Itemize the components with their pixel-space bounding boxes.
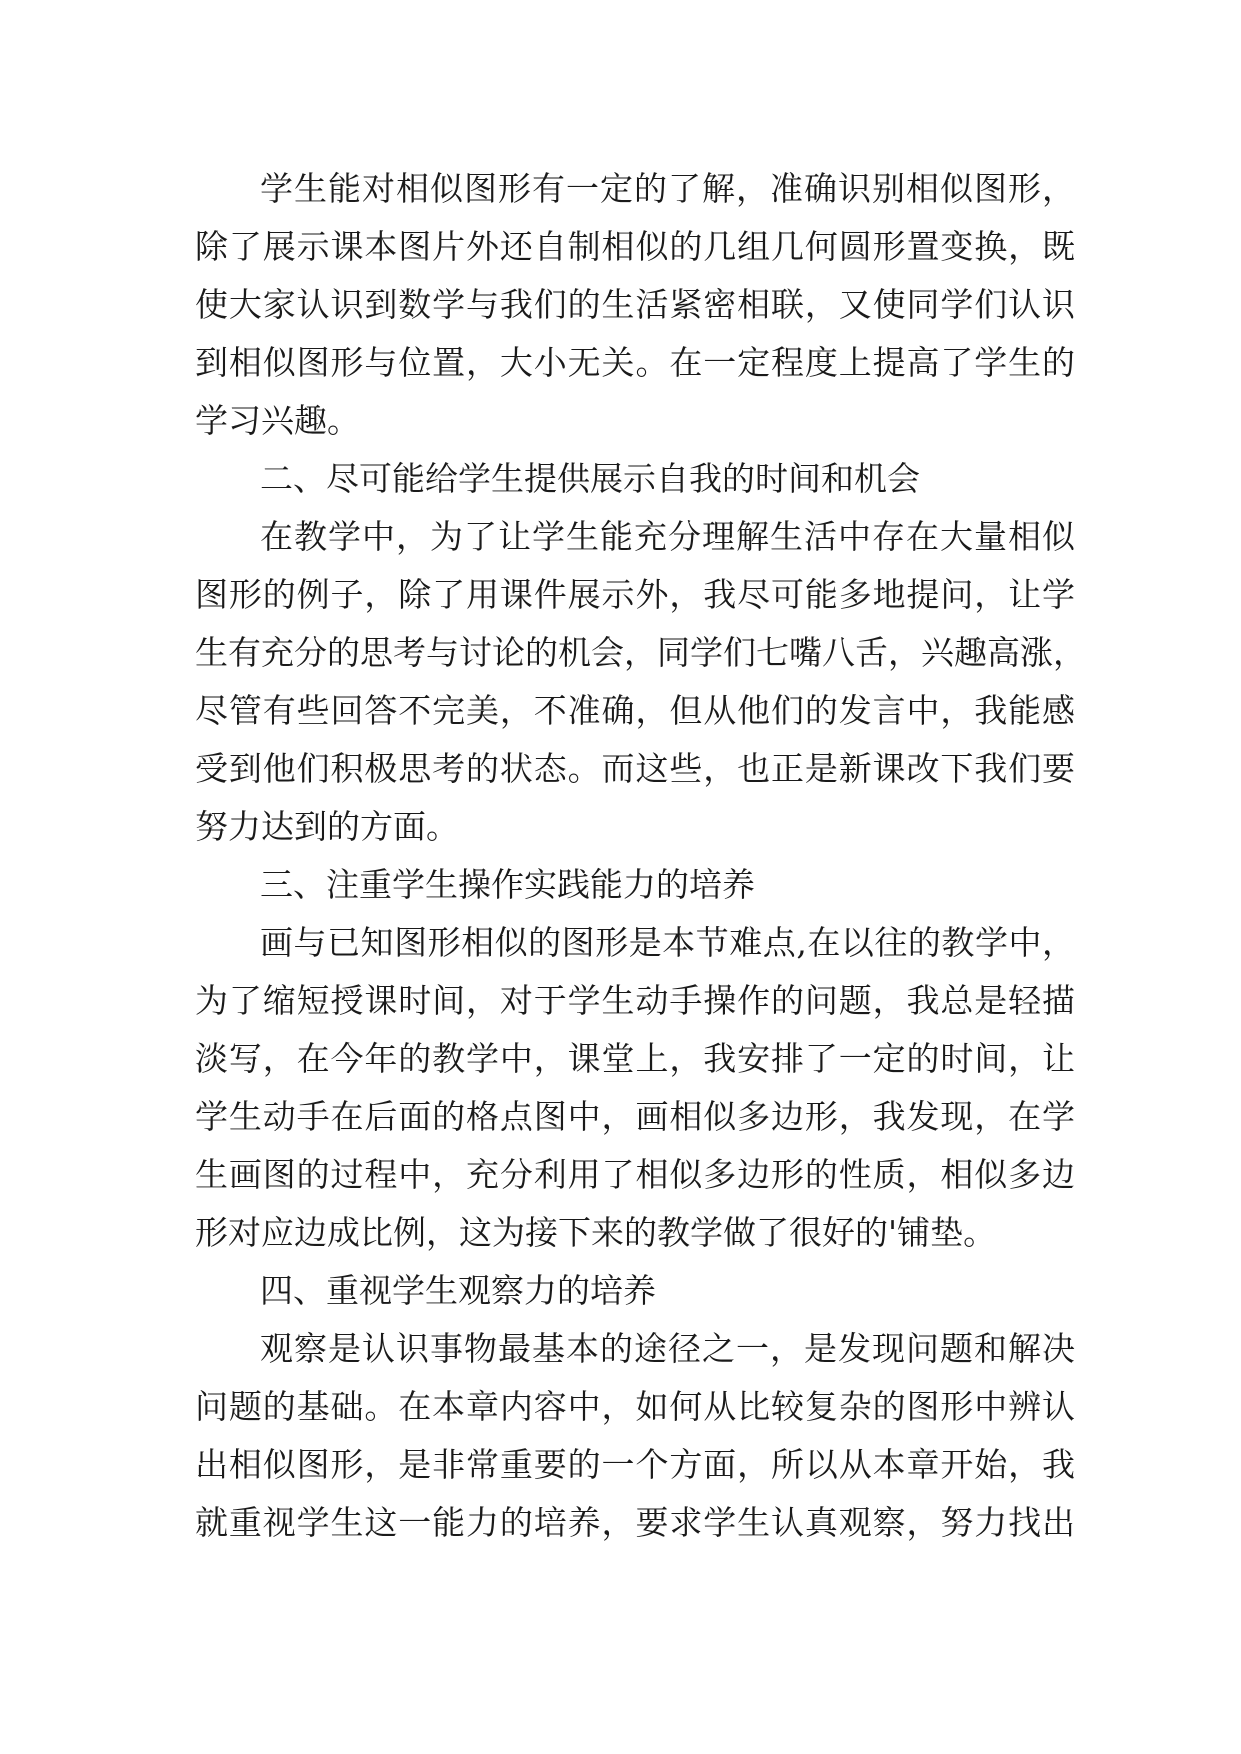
paragraph-2-line-3: 生有充分的思考与讨论的机会，同学们七嘴八舌，兴趣高涨， — [195, 633, 1086, 672]
paragraph-3-line-1: 画与已知图形相似的图形是本节难点,在以往的教学中， — [260, 923, 1075, 962]
paragraph-2-line-2: 图形的例子，除了用课件展示外，我尽可能多地提问，让学 — [195, 575, 1075, 614]
paragraph-3-line-2: 为了缩短授课时间，对于学生动手操作的问题，我总是轻描 — [195, 981, 1075, 1020]
paragraph-1-line-4: 到相似图形与位置，大小无关。在一定程度上提高了学生的 — [195, 343, 1075, 382]
paragraph-2-line-6: 努力达到的方面。 — [195, 807, 459, 846]
paragraph-3-line-4: 学生动手在后面的格点图中，画相似多边形，我发现，在学 — [195, 1097, 1075, 1136]
paragraph-4-line-4: 就重视学生这一能力的培养，要求学生认真观察，努力找出 — [195, 1503, 1075, 1542]
paragraph-3-line-3: 淡写，在今年的教学中，课堂上，我安排了一定的时间，让 — [195, 1039, 1075, 1078]
section-heading-2: 二、尽可能给学生提供展示自我的时间和机会 — [260, 459, 920, 498]
paragraph-3-line-5: 生画图的过程中，充分利用了相似多边形的性质，相似多边 — [195, 1155, 1075, 1194]
paragraph-2-line-5: 受到他们积极思考的状态。而这些，也正是新课改下我们要 — [195, 749, 1075, 788]
section-heading-3: 三、注重学生操作实践能力的培养 — [260, 865, 755, 904]
paragraph-1-line-1: 学生能对相似图形有一定的了解，准确识别相似图形， — [260, 169, 1075, 208]
paragraph-4-line-2: 问题的基础。在本章内容中，如何从比较复杂的图形中辨认 — [195, 1387, 1075, 1426]
paragraph-1-line-2: 除了展示课本图片外还自制相似的几组几何圆形置变换，既 — [195, 227, 1075, 266]
paragraph-1-line-3: 使大家认识到数学与我们的生活紧密相联，又使同学们认识 — [195, 285, 1075, 324]
paragraph-4-line-3: 出相似图形，是非常重要的一个方面，所以从本章开始，我 — [195, 1445, 1075, 1484]
paragraph-4-line-1: 观察是认识事物最基本的途径之一，是发现问题和解决 — [260, 1329, 1075, 1368]
paragraph-3-line-6: 形对应边成比例，这为接下来的教学做了很好的'铺垫。 — [195, 1213, 997, 1252]
paragraph-1-line-5: 学习兴趣。 — [195, 401, 360, 440]
section-heading-4: 四、重视学生观察力的培养 — [260, 1271, 656, 1310]
paragraph-2-line-4: 尽管有些回答不完美，不准确，但从他们的发言中，我能感 — [195, 691, 1075, 730]
paragraph-2-line-1: 在教学中，为了让学生能充分理解生活中存在大量相似 — [260, 517, 1075, 556]
